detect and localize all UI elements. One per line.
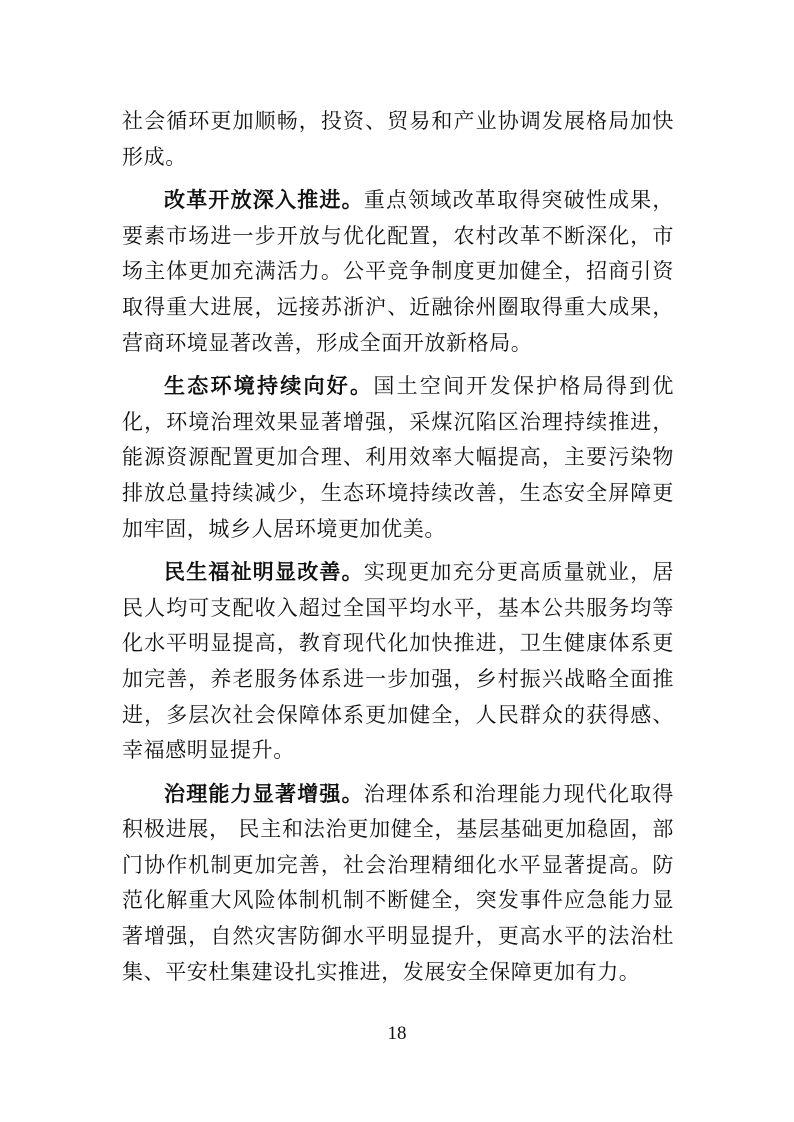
paragraph-text: 重点领域改革取得突破性成果，要素市场进一步开放与优化配置，农村改革不断深化，市场主体更加充满活力。公平竞争制度更加健全，招商引资取得重大进展，远接苏浙沪、近融徐州圈取得重大成果，营商环境显著改善，形成全面开放新格局。 [122,188,674,355]
paragraph-heading: 治理能力显著增强。 [164,780,364,806]
paragraph-reform-opening [122,182,674,361]
paragraph-text: 社会循环更加顺畅，投资、贸易和产业协调发展格局加快形成。 [122,109,674,169]
paragraph-ecology [122,368,674,547]
page-number: 18 [387,1023,407,1044]
paragraph-governance [122,776,674,991]
paragraph-heading: 民生福祉明显改善。 [164,559,364,585]
paragraph-text: 治理体系和治理能力现代化取得积极进展， 民主和法治更加健全，基层基础更加稳固，部门协作机制更加完善，社会治理精细化水平显著提高。防范化解重大风险体制机制不断健全，突发事件应急能力显著增强，自然灾害防御水平明显提升，更高水平的法治杜集、平安杜集建设扎实推进，发展安全保障更加有力。 [122,781,674,984]
paragraph-heading: 生态环境持续向好。 [164,373,374,399]
paragraph-text: 国土空间开发保护格局得到优化，环境治理效果显著增强，采煤沉陷区治理持续推进，能源资源配置更加合理、利用效率大幅提高，主要污染物排放总量持续减少，生态环境持续改善，生态安全屏障更加牢固，城乡人居环境更加优美。 [122,374,674,541]
paragraph-heading: 改革开放深入推进。 [164,187,364,213]
paragraph-livelihood [122,554,674,769]
document-body [122,104,674,990]
paragraph-continuation [122,104,674,175]
paragraph-text: 实现更加充分更高质量就业，居民人均可支配收入超过全国平均水平，基本公共服务均等化水平明显提高，教育现代化加快推进，卫生健康体系更加完善，养老服务体系进一步加强，乡村振兴战略全面推进，多层次社会保障体系更加健全，人民群众的获得感、幸福感明显提升。 [122,560,674,763]
